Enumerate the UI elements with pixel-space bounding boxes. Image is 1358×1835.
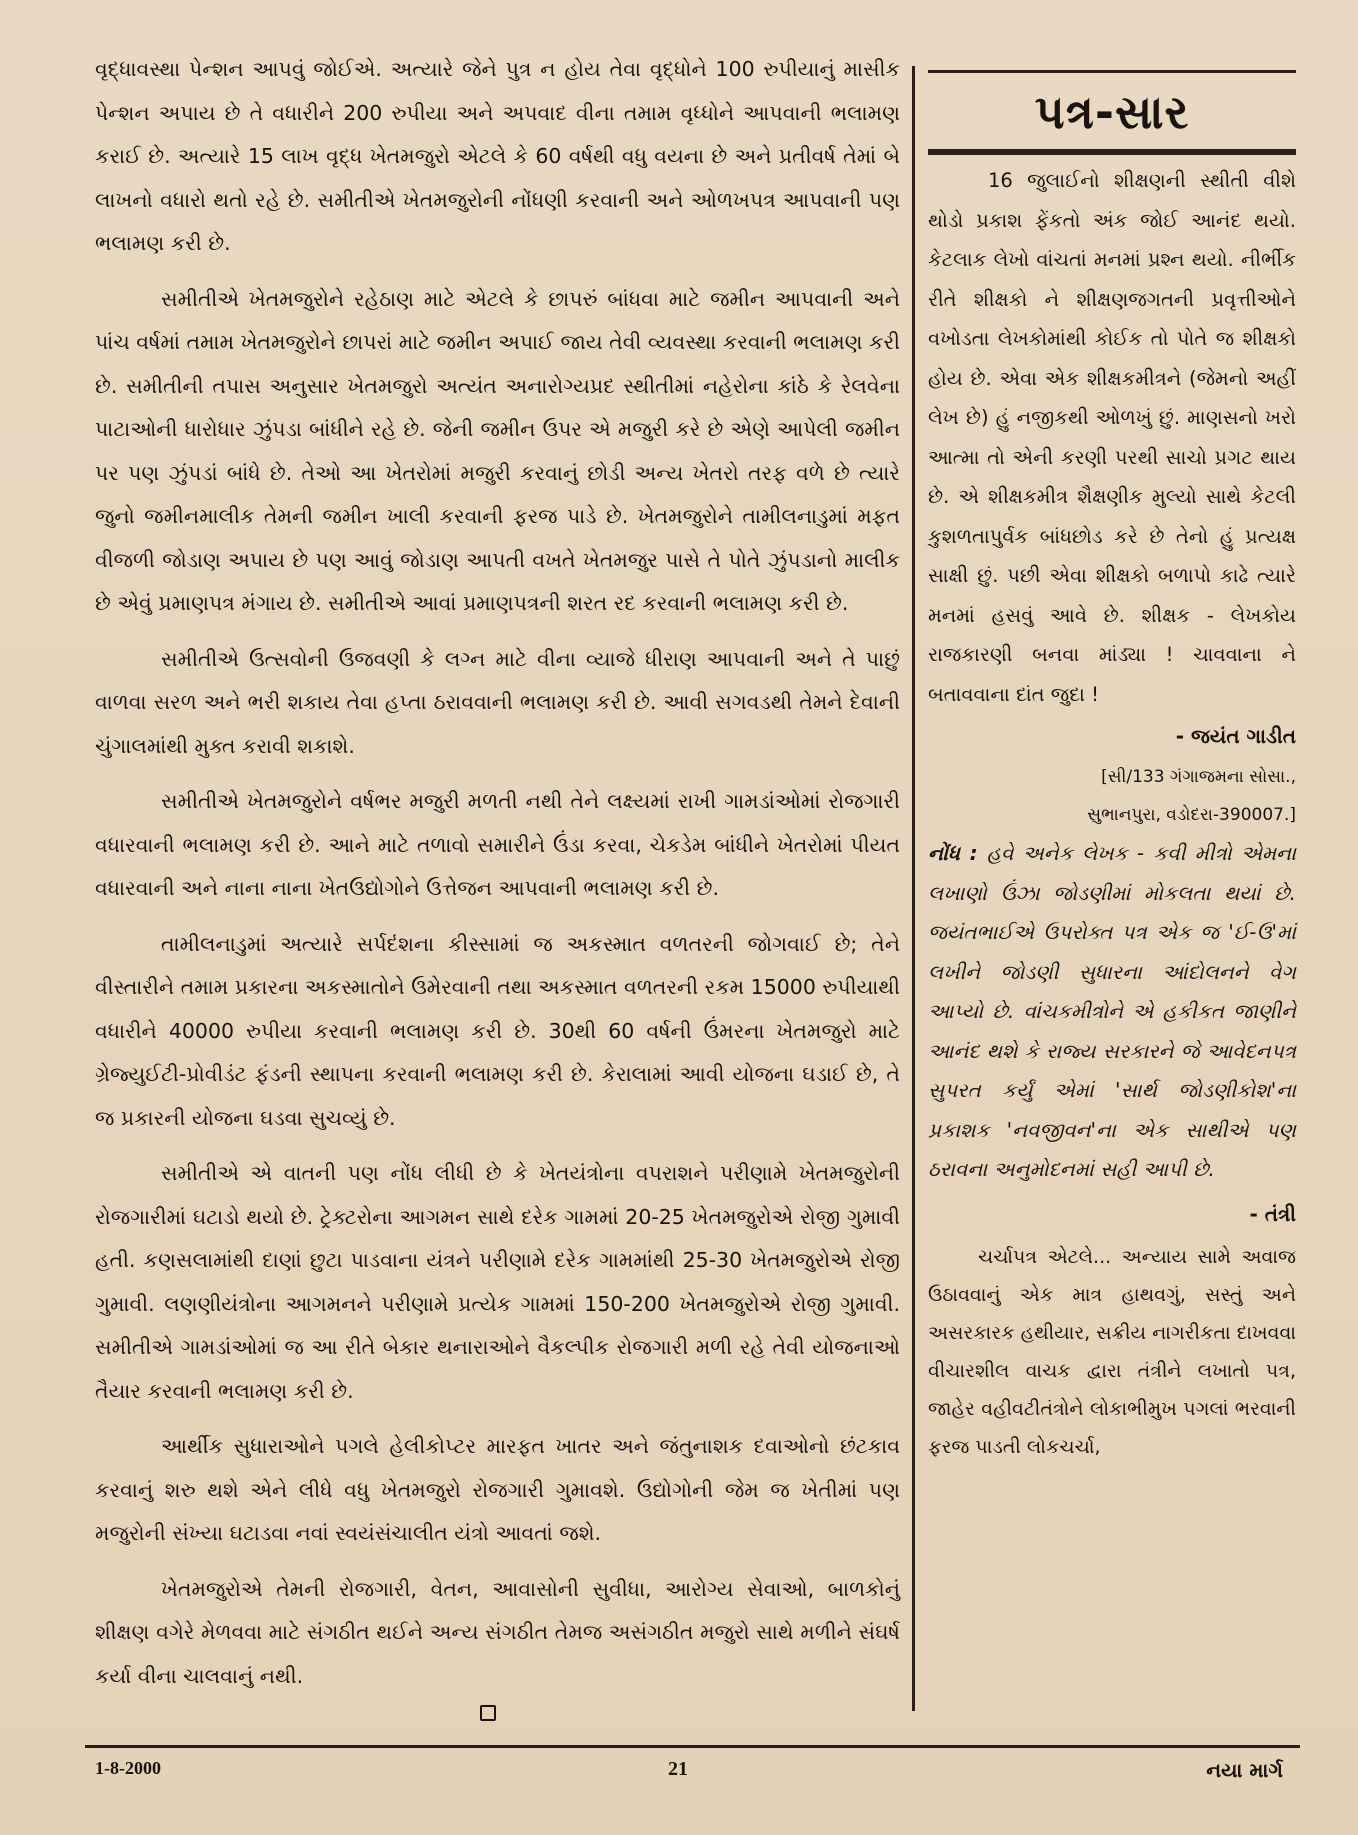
article-paragraph-2: સમીતીએ ખેતમજુરોને રહેઠાણ માટે એટલે કે છાપરું બાંધવા માટે જમીન આપવાની અને પાંચ વર્ષમાં તમામ ખેતમજુરોને છાપરાં માટે જમીન અપાઈ જાય તેવી વ્યવસ્થા કરવાની ભલામણ કરી છે. સમીતીની તપાસ અનુસાર ખેતમજુરો અત્યંત અનારોગ્યપ્રદ સ્થીતીમાં નહેરોના કાંઠે કે રેલવેના પાટાઓની ધારોધાર ઝુંપડા બાંધીને રહે છે. જેની જમીન ઉપર એ મજુરી કરે છે એણે આપેલી જમીન પર પણ ઝુંપડાં બાંધે છે. તેઓ આ ખેતરોમાં મજુરી કરવાનું છોડી અન્ય ખેતરો તરફ વળે છે ત્યારે જુનો જમીનમાલીક તેમની જમીન ખાલી કરવાની ફરજ પાડે છે. ખેતમજુરોને તામીલનાડુમાં મફત વીજળી જોડાણ અપાય છે પણ આવું જોડાણ આપતી વખતે ખેતમજુર પાસે તે પોતે ઝુંપડાનો માલીક છે એવું પ્રમાણપત્ર મંગાય છે. સમીતીએ આવાં પ્રમાણપત્રની શરત રદ કરવાની ભલામણ કરી છે. (95, 286, 900, 615)
issue-date: 1-8-2000 (95, 1758, 161, 1778)
article-paragraph-6: સમીતીએ એ વાતની પણ નોંધ લીધી છે કે ખેતયંત્રોના વપરાશને પરીણામે ખેતમજુરોની રોજગારીમાં ઘટાડો થયો છે. ટ્રેક્ટરોના આગમન સાથે દરેક ગામમાં 20-25 ખેતમજુરોએ રોજી ગુમાવી હતી. કણસલામાંથી દાણાં છુટા પાડવાના યંત્રને પરીણામે દરેક ગામમાંથી 25-30 ખેતમજુરોએ રોજી ગુમાવી. લણણીયંત્રોના આગમનને પરીણામે પ્રત્યેક ગામમાં 150-200 ખેતમજુરોએ રોજી ગુમાવી. સમીતીએ ગામડાંઓમાં જ આ રીતે બેકાર થનારાઓને વૈકલ્પીક રોજગારી મળી રહે તેવી યોજનાઓ તૈયાર કરવાની ભલામણ કરી છે. (95, 1161, 900, 1403)
editor-note (928, 834, 1296, 1190)
article-end-mark (480, 1705, 496, 1721)
letters-column (928, 70, 1296, 1466)
letter-body: 16 જુલાઈનો શીક્ષણની સ્થીતી વીશે થોડો પ્રકાશ ફેંકતો અંક જોઈ આનંદ થયો. કેટલાક લેખો વાંચતાં મનમાં પ્રશ્ન થયો. નીર્ભીક રીતે શીક્ષકો ને શીક્ષણજગતની પ્રવૃત્તીઓને વખોડતા લેખકોમાંથી કોઈક તો પોતે જ શીક્ષકો હોય છે. એવા એક શીક્ષકમીત્રને (જેમનો અહીં લેખ છે) હું નજીકથી ઓળખું છું. માણસનો ખરો આત્મા તો એની કરણી પરથી સાચો પ્રગટ થાય છે. એ શીક્ષકમીત્ર શૈક્ષણીક મુલ્યો સાથે કેટલી કુશળતાપુર્વક બાંધછોડ કરે છે તેનો હું પ્રત્યક્ષ સાક્ષી છું. પછી એવા શીક્ષકો બળાપો કાઢે ત્યારે મનમાં હસવું આવે છે. શીક્ષક - લેખકોય રાજકારણી બનવા માંડ્યા ! ચાવવાના ને બતાવવાના દાંત જુદા ! (928, 169, 1296, 706)
publication-name: નયા માર્ગ (1206, 1758, 1283, 1782)
letter-signature: - જયંત ગાડીત (1175, 724, 1296, 748)
article-paragraph-5: તામીલનાડુમાં અત્યારે સર્પદંશના કીસ્સામાં જ અકસ્માત વળતરની જોગવાઈ છે; તેને વીસ્તારીને તમામ પ્રકારના અકસ્માતોને ઉમેરવાની તથા અકસ્માત વળતરની રકમ 15000 રુપીયાથી વધારીને 40000 રુપીયા કરવાની ભલામણ કરી છે. 30થી 60 વર્ષની ઉંમરના ખેતમજુરો માટે ગ્રેજ્યુઈટી-પ્રોવીડંટ ફંડની સ્થાપના કરવાની ભલામણ કરી છે. કેરાલામાં આવી યોજના ઘડાઈ છે, તે જ પ્રકારની યોજના ઘડવા સુચવ્યું છે. (95, 931, 900, 1130)
editor-signature: - તંત્રી (1249, 1201, 1296, 1226)
article-paragraph-1: વૃદ્ધાવસ્થા પેન્શન આપવું જોઈએ. અત્યારે જેને પુત્ર ન હોય તેવા વૃદ્ધોને 100 રુપીયાનું માસીક પેન્શન અપાય છે તે વધારીને 200 રુપીયા અને અપવાદ વીના તમામ વૃધ્ધોને આપવાની ભલામણ કરાઈ છે. અત્યારે 15 લાખ વૃદ્ધ ખેતમજુરો એટલે કે 60 વર્ષથી વધુ વયના છે અને પ્રતીવર્ષ તેમાં બે લાખનો વધારો થતો રહે છે. સમીતીએ ખેતમજુરોની નોંધણી કરવાની અને ઓળખપત્ર આપવાની પણ ભલામણ કરી છે. (95, 57, 900, 255)
page-number: 21 (668, 1758, 688, 1780)
heading-rule-bottom (928, 149, 1296, 155)
address-line-1: [સી/133 ગંગાજમના સોસા., (1101, 767, 1296, 787)
column-divider (912, 66, 915, 1711)
article-paragraph-7: આર્થીક સુધારાઓને પગલે હેલીકોપ્ટર મારફત ખાતર અને જંતુનાશક દવાઓનો છંટકાવ કરવાનું શરુ થશે એને લીધે વધુ ખેતમજુરો રોજગારી ગુમાવશે. ઉદ્યોગોની જેમ જ ખેતીમાં પણ મજુરોની સંખ્યા ઘટાડવા નવાં સ્વયંસંચાલીત યંત્રો આવતાં જશે. (95, 1434, 900, 1545)
note-label: નોંધ : (928, 841, 978, 865)
letters-definition: ચર્ચાપત્ર એટલે... અન્યાય સામે અવાજ ઉઠાવવાનું એક માત્ર હાથવગું, સસ્તું અને અસરકારક હથીયાર, સક્રીય નાગરીકતા દાખવવા વીચારશીલ વાચક દ્વારા તંત્રીને લખાતો પત્ર, જાહેર વહીવટીતંત્રોને લોકાભીમુખ પગલાં ભરવાની ફરજ પાડતી લોકચર્ચા, (928, 1245, 1296, 1458)
article-column (95, 48, 900, 1710)
article-paragraph-8: ખેતમજુરોએ તેમની રોજગારી, વેતન, આવાસોની સુવીધા, આરોગ્ય સેવાઓ, બાળકોનું શીક્ષણ વગેરે મેળવવા માટે સંગઠીત થઈને અન્ય સંગઠીત તેમજ અસંગઠીત મજુરો સાથે મળીને સંઘર્ષ કર્યા વીના ચાલવાનું નથી. (95, 1576, 900, 1688)
note-text: હવે અનેક લેખક - કવી મીત્રો એમના લખાણો ઉંઝા જોડણીમાં મોકલતા થયાં છે. જયંતભાઈએ ઉપરોક્ત પત્ર એક જ 'ઈ-ઉ'માં લખીને જોડણી સુધારના આંદોલનને વેગ આપ્યો છે. વાંચકમીત્રોને એ હકીકત જાણીને આનંદ થશે કે રાજ્ય સરકારને જે આવેદનપત્ર સુપરત કર્યું એમાં 'સાર્થ જોડણીકોશ'ના પ્રકાશક 'નવજીવન'ના એક સાથીએ પણ ઠરાવના અનુમોદનમાં સહી આપી છે. (928, 841, 1296, 1181)
article-paragraph-3: સમીતીએ ઉત્સવોની ઉજવણી કે લગ્ન માટે વીના વ્યાજે ધીરાણ આપવાની અને તે પાછું વાળવા સરળ અને ભરી શકાય તેવા હપ્તા ઠરાવવાની ભલામણ કરી છે. આવી સગવડથી તેમને દેવાની ચુંગાલમાંથી મુક્ત કરાવી શકાશે. (95, 646, 900, 758)
address-line-2: સુભાનપુરા, વડોદરા-390007.] (1087, 805, 1296, 825)
article-paragraph-4: સમીતીએ ખેતમજુરોને વર્ષભર મજુરી મળતી નથી તેને લક્ષ્યમાં રાખી ગામડાંઓમાં રોજગારી વધારવાની ભલામણ કરી છે. આને માટે તળાવો સમારીને ઉંડા કરવા, ચેકડેમ બાંધીને ખેતરોમાં પીયત વધારવાની અને નાના નાના ખેતઉદ્યોગોને ઉત્તેજન આપવાની ભલામણ કરી છે. (95, 789, 900, 900)
heading-rule-top (928, 70, 1296, 73)
footer-rule (85, 1745, 1300, 1748)
section-heading: પત્ર-સાર (1034, 85, 1190, 139)
